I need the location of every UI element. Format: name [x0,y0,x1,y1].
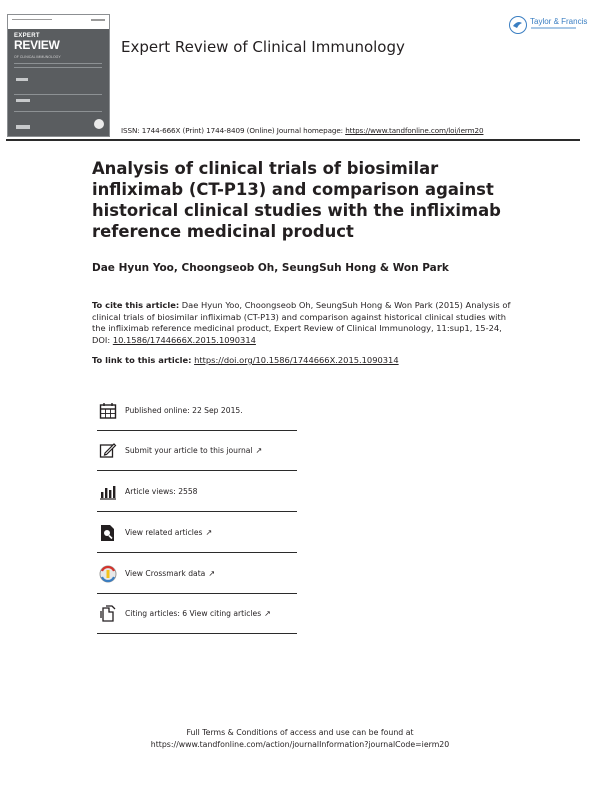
article-views-item [97,483,297,523]
published-online-item [97,402,297,442]
article-authors: Dae Hyun Yoo, Choongseob Oh, SeungSuh Hong & Won Park [92,262,449,274]
citation-text: Dae Hyun Yoo, Choongseob Oh, SeungSuh Hong & Won Park (2015) Analysis of clinical trials of biosimilar infliximab (CT-P13) and comparison against historical clinical studies with the infliximab reference medicinal product, Expert Review of Clinical Immunology, 11:sup1, 15-24, DOI: [92,300,511,345]
cover-brand-small: EXPERT [14,33,40,39]
article-title: Analysis of clinical trials of biosimilar infliximab (CT-P13) and comparison against historical clinical studies with the infliximab reference medicinal product [92,159,501,241]
citing-icon [99,605,117,623]
citation-block [92,300,522,346]
journal-homepage-link[interactable]: https://www.tandfonline.com/loi/ierm20 [345,126,484,135]
article-link-label: To link to this article: [92,355,192,365]
article-link-line [92,355,399,365]
bar-chart-icon [99,483,117,501]
footer-terms-text: Full Terms & Conditions of access and use can be found at [186,728,414,737]
crossmark-item[interactable] [97,565,297,605]
calendar-icon [99,402,117,420]
submit-article-link[interactable]: Submit your article to this journal ↗ [125,446,263,455]
journal-title[interactable]: Expert Review of Clinical Immunology [121,38,405,56]
header-divider [6,139,580,141]
publisher-logo-name: Taylor & Francis [530,17,588,26]
citation-label: To cite this article: [92,300,180,310]
issn-line [121,126,483,135]
external-link-icon: ↗ [205,528,213,537]
citation-doi-link[interactable]: 10.1586/1744666X.2015.1090314 [112,334,256,345]
search-document-icon [99,524,117,542]
publisher-logo-icon [509,16,527,34]
citing-articles-item[interactable] [97,605,297,645]
crossmark-icon [99,565,117,583]
related-articles-item[interactable] [97,524,297,564]
external-link-icon: ↗ [208,569,216,578]
crossmark-link[interactable]: View Crossmark data ↗ [125,569,216,578]
submit-article-item[interactable] [97,442,297,482]
footer-terms-link[interactable]: https://www.tandfonline.com/action/journalInformation?journalCode=ierm20 [150,740,450,749]
footer [0,727,600,751]
cover-brand-sub: OF CLINICAL IMMUNOLOGY [14,55,61,59]
related-articles-link[interactable]: View related articles ↗ [125,528,213,537]
citing-articles-link[interactable]: Citing articles: 6 View citing articles ↗ [125,609,271,618]
external-link-icon: ↗ [255,446,263,455]
article-link-url[interactable]: https://doi.org/10.1586/1744666X.2015.1090314 [194,355,399,365]
issn-text: ISSN: 1744-666X (Print) 1744-8409 (Online) Journal homepage: [121,126,343,135]
submit-icon [99,442,117,460]
journal-cover [7,14,110,137]
publisher-logo [509,16,588,36]
cover-brand-big: REVIEW [14,38,60,52]
external-link-icon: ↗ [264,609,271,618]
published-online-text: Published online: 22 Sep 2015. [125,406,243,415]
article-views-text: Article views: 2558 [125,487,198,496]
